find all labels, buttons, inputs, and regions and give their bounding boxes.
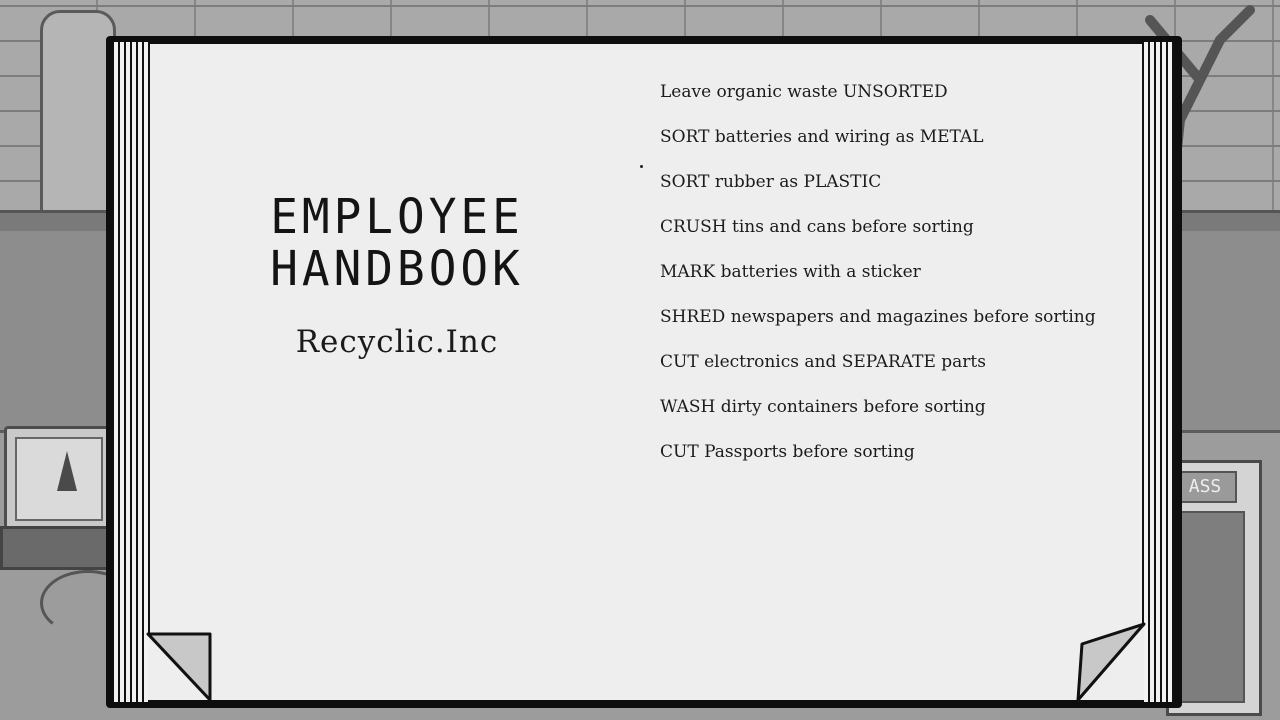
rule-item: CUT Passports before sorting: [660, 442, 915, 462]
rule-item: MARK batteries with a sticker: [660, 262, 921, 282]
scale-base: [0, 526, 116, 570]
scale-needle-icon: [57, 451, 77, 491]
rule-item: Leave organic waste UNSORTED: [660, 82, 948, 102]
page-turn-back-corner[interactable]: [146, 632, 212, 702]
employee-handbook[interactable]: [106, 36, 1182, 708]
handbook-right-page: [644, 44, 1142, 700]
handbook-left-page: [150, 44, 644, 700]
page-edges-left: [114, 42, 150, 702]
handbook-title-line2: HANDBOOK: [270, 239, 524, 297]
stray-dot: [640, 165, 643, 168]
rule-item: SHRED newspapers and magazines before sorting: [660, 307, 1096, 327]
rule-item: SORT batteries and wiring as METAL: [660, 127, 984, 147]
scale-machine: [4, 426, 114, 532]
page-edges-right: [1142, 42, 1174, 702]
page-turn-forward-corner[interactable]: [1076, 622, 1146, 702]
rule-item: SORT rubber as PLASTIC: [660, 172, 882, 192]
rule-item: CUT electronics and SEPARATE parts: [660, 352, 986, 372]
rule-item: WASH dirty containers before sorting: [660, 397, 986, 417]
company-name: Recyclic.Inc: [295, 324, 499, 360]
glass-bin-label: ASS: [1173, 471, 1237, 503]
rule-item: CRUSH tins and cans before sorting: [660, 217, 974, 237]
handbook-title-line1: EMPLOYEE: [270, 187, 524, 245]
handbook-title-block: [150, 187, 644, 360]
rules-list: [660, 81, 1120, 486]
background-chair: [40, 10, 116, 216]
